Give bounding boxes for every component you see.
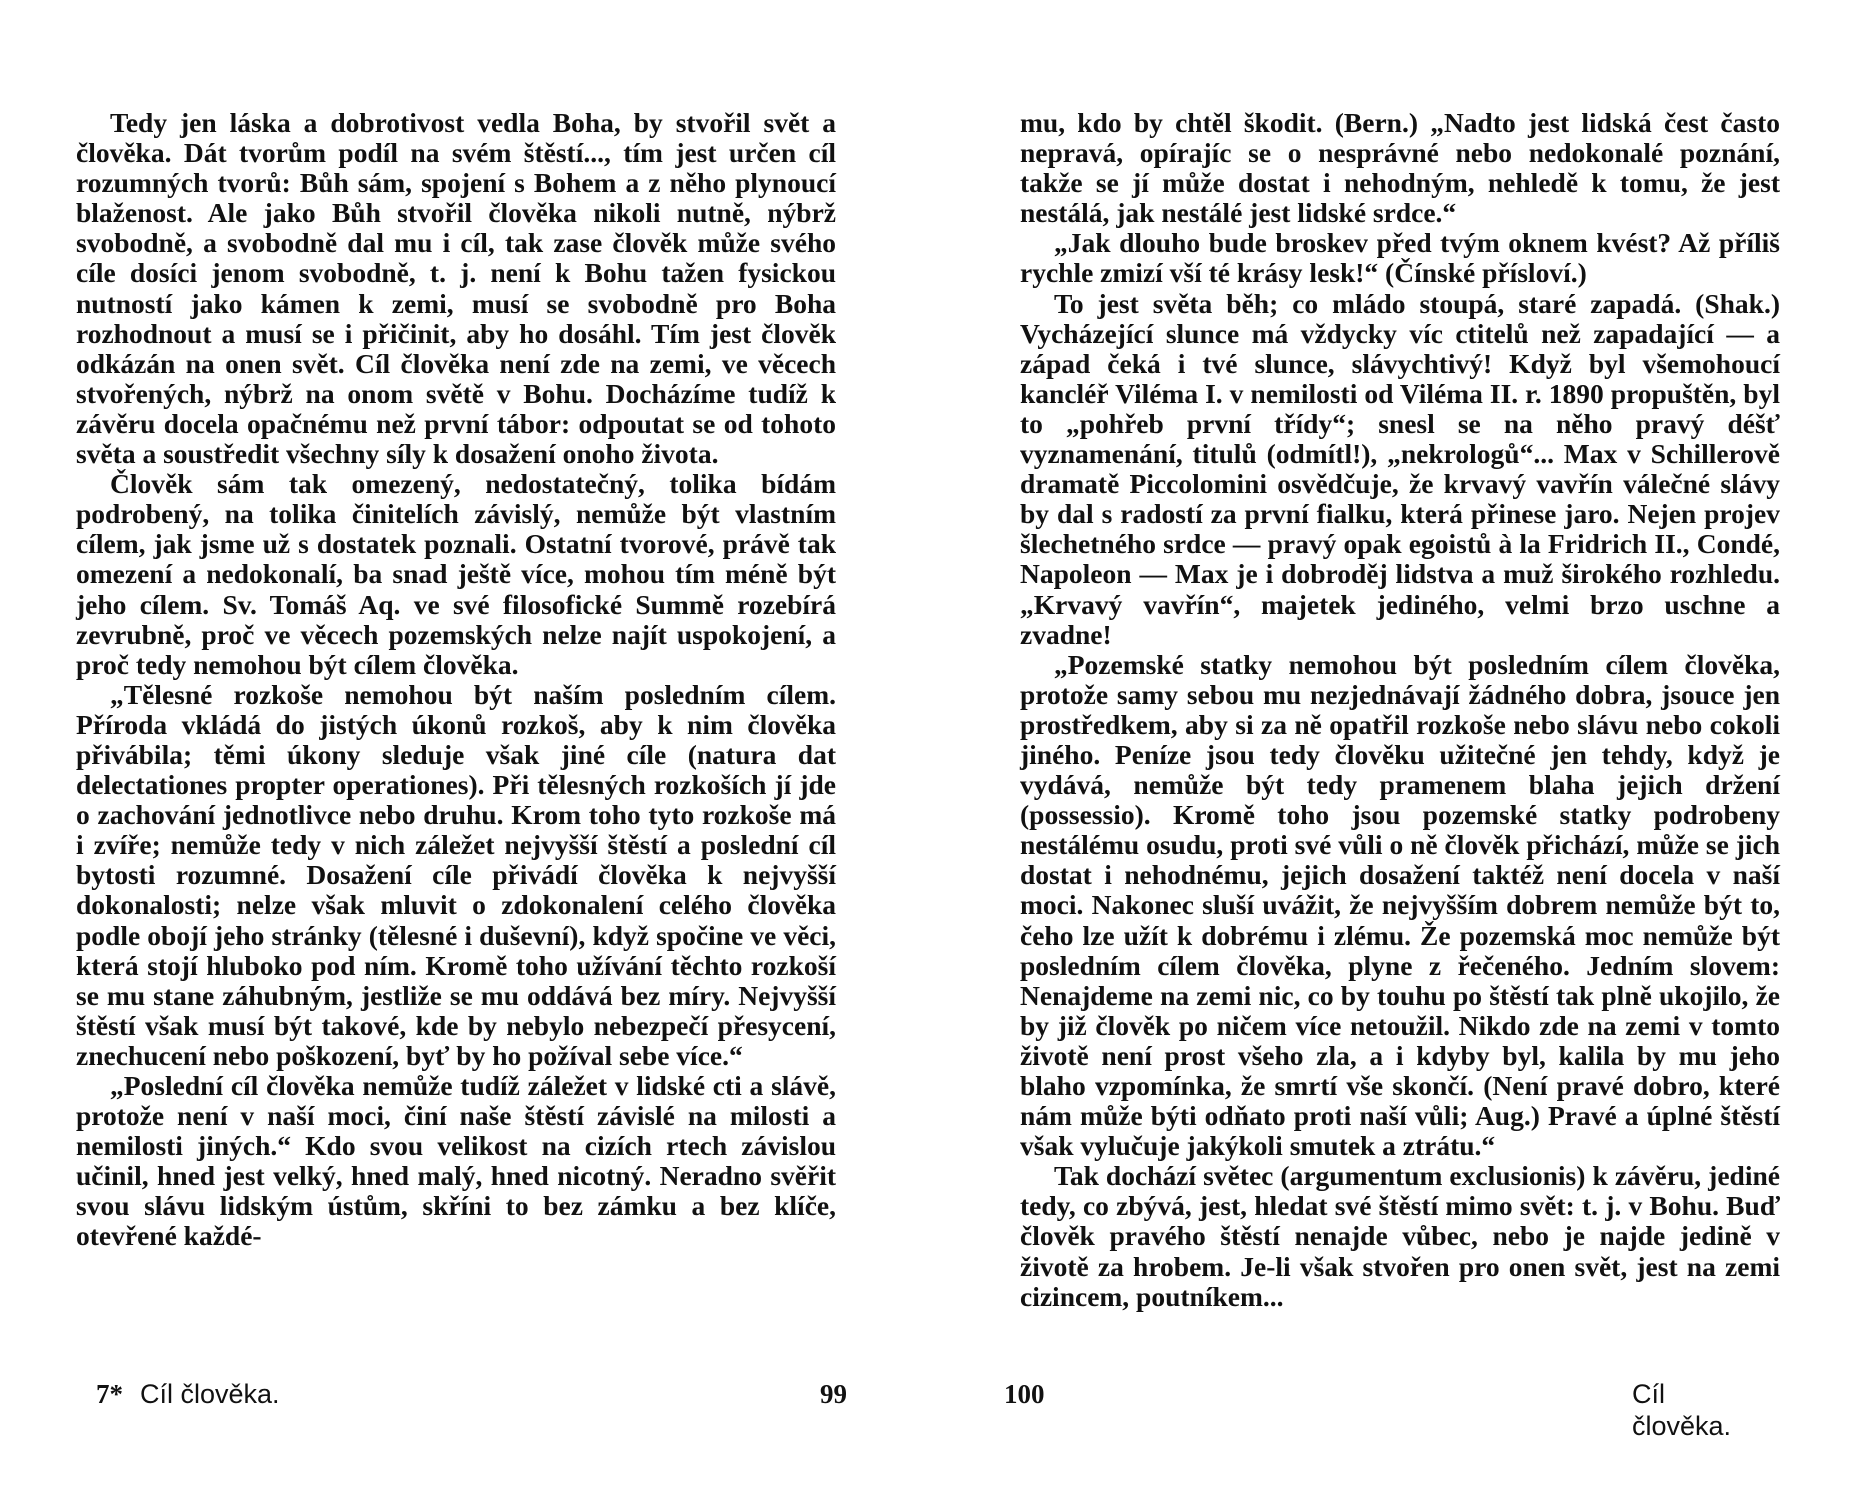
paragraph: Tedy jen láska a dobrotivost vedla Boha, by stvořil svět a člověka. Dát tvorům podíl na svém štěstí..., tím jest určen cíl rozumných tvorů: Bůh sám, spojení s Bohem a z něho plynoucí blaženost. Ale jako Bůh stvořil člověka nikoli nutně, nýbrž svobodně, a svobodně dal mu i cíl, tak zase člověk může svého cíle dosíci jenom svobodně, t. j. není k Bohu tažen fysickou nutností jako kámen k zemi, musí se svobodně pro Boha rozhodnout a musí se i přičinit, aby ho dosáhl. Tím jest člověk odkázán na onen svět. Cíl člověka není zde na zemi, ve věcech stvořených, nýbrž na onom světě v Bohu. Docházíme tudíž k závěru docela opačnému než první tábor: odpoutat se od tohoto světa a soustředit všechny síly k dosažení onoho života. [76, 107, 836, 470]
paragraph: „Tělesné rozkoše nemohou být naším posledním cílem. Příroda vkládá do jistých úkonů rozkoš, aby k nim člověka přivábila; těmi úkony sleduje však jiné cíle (natura dat delectationes propter operationes). Při tělesných rozkoších jí jde o zachování jednotlivce nebo druhu. Krom toho tyto rozkoše má i zvíře; nemůže tedy v nich záležet nejvyšší štěstí a poslední cíl bytosti rozumné. Dosažení cíle přivádí člověka k nejvyšší dokonalosti; nelze však mluvit o zdokonalení celého člověka podle obojí jeho stránky (tělesné i duševní), když spočine ve věci, která stojí hluboko pod ním. Kromě toho užívání těchto rozkoší se mu stane záhubným, jestliže se mu oddává bez míry. Nejvyšší štěstí však musí být takové, kde by nebylo nebezpečí přesycení, znechucení nebo poškození, byť by ho požíval sebe více.“ [76, 678, 836, 1071]
right-page-text [1020, 108, 1780, 1312]
paragraph: Tak dochází světec (argumentum exclusionis) k závěru, jediné tedy, co zbývá, jest, hledat své štěstí mimo svět: t. j. v Bohu. Buď člověk pravého štěstí nenajde vůbec, nebo je najde jedině v životě za hrobem. Je-li však stvořen pro onen svět, jest na zemi cizincem, poutníkem... [1020, 1160, 1780, 1312]
paragraph: „Jak dlouho bude broskev před tvým oknem kvést? Až příliš rychle zmizí vší té krásy lesk!“ (Čínské přísloví.) [1020, 227, 1780, 289]
paragraph: „Pozemské statky nemohou být posledním cílem člověka, protože samy sebou mu nezjednávají žádného dobra, jsouce jen prostředkem, aby si za ně opatřil rozkoše nebo slávu nebo cokoli jiného. Peníze jsou tedy člověku užitečné jen tehdy, když je vydává, nemůže být tedy pramenem blaha jejich držení (possessio). Kromě toho jsou pozemské statky podrobeny nestálému osudu, proti své vůli o ně člověk přichází, může se jich dostat i nehodnému, jejich dosažení taktéž není docela v naší moci. Nakonec sluší uvážit, že nejvyšším dobrem nemůže být to, čeho lze užít k dobrému i zlému. Že pozemská moc nemůže být posledním cílem člověka, plyne z řečeného. Jedním slovem: Nenajdeme na zemi nic, co by touhu po štěstí tak plně ukojilo, že by již člověk po ničem více netoužil. Nikdo zde na zemi v tomto životě není prost všeho zla, a i kdyby byl, kalila by mu jeho blaho vzpomínka, že smrtí vše skončí. (Není pravé dobro, které nám může býti odňato proti naší vůli; Aug.) Pravé a úplné štěstí však vylučuje jakýkoli smutek a ztrátu.“ [1020, 648, 1780, 1162]
page-number: 100 [1004, 1379, 1045, 1409]
right-page [1020, 108, 1780, 1312]
running-title: Cíl člověka. [1632, 1379, 1732, 1441]
left-page-text [76, 108, 836, 1252]
running-title: Cíl člověka. [140, 1379, 280, 1409]
paragraph: To jest světa běh; co mládo stoupá, staré zapadá. (Shak.) Vycházející slunce má vždycky víc ctitelů než zapadající — a západ čeká i tvé slunce, slávychtivý! Když byl všemohoucí kancléř Viléma I. v nemilosti od Viléma II. r. 1890 propuštěn, byl to „pohřeb první třídy“; snesl se na něho pravý déšť vyznamenání, titulů (odmítl!), „nekrologů“... Max v Schillerově dramatě Piccolomini osvědčuje, že krvavý vavřín válečné slávy by dal s radostí za první fialku, která přinese jaro. Nejen projev šlechetného srdce — pravý opak egoistů à la Fridrich II., Condé, Napoleon — Max je i dobroděj lidstva a muž širokého rozhledu. „Krvavý vavřín“, majetek jediného, velmi brzo uschne a zvadne! [1020, 287, 1780, 650]
paragraph: „Poslední cíl člověka nemůže tudíž záležet v lidské cti a slávě, protože není v naší moci, činí naše štěstí závislé na milosti a nemilosti jiných.“ Kdo svou velikost na cizích rtech závislou učinil, hned jest velký, hned malý, hned nicotný. Neradno svěřit svou slávu lidským ústům, skříni to bez zámku a bez klíče, otevřené každé- [76, 1070, 836, 1252]
printer-signature: 7* [96, 1379, 123, 1409]
left-page [76, 108, 836, 1252]
paragraph: Člověk sám tak omezený, nedostatečný, tolika bídám podrobený, na tolika činitelích závislý, nemůže být vlastním cílem, jak jsme už s dostatek poznali. Ostatní tvorové, právě tak omezení a nedokonalí, ba snad ještě více, mohou tím méně být jeho cílem. Sv. Tomáš Aq. ve své filosofické Summě rozebírá zevrubně, proč ve věcech pozemských nelze najít uspokojení, a proč tedy nemohou být cílem člověka. [76, 468, 836, 680]
page-number: 99 [820, 1379, 847, 1409]
paragraph: mu, kdo by chtěl škodit. (Bern.) „Nadto jest lidská čest často nepravá, opírajíc se o nesprávné nebo nedokonalé poznání, takže se jí může dostat i nehodným, nehledě k tomu, že jest nestálá, jak nestálé jest lidské srdce.“ [1020, 107, 1780, 229]
